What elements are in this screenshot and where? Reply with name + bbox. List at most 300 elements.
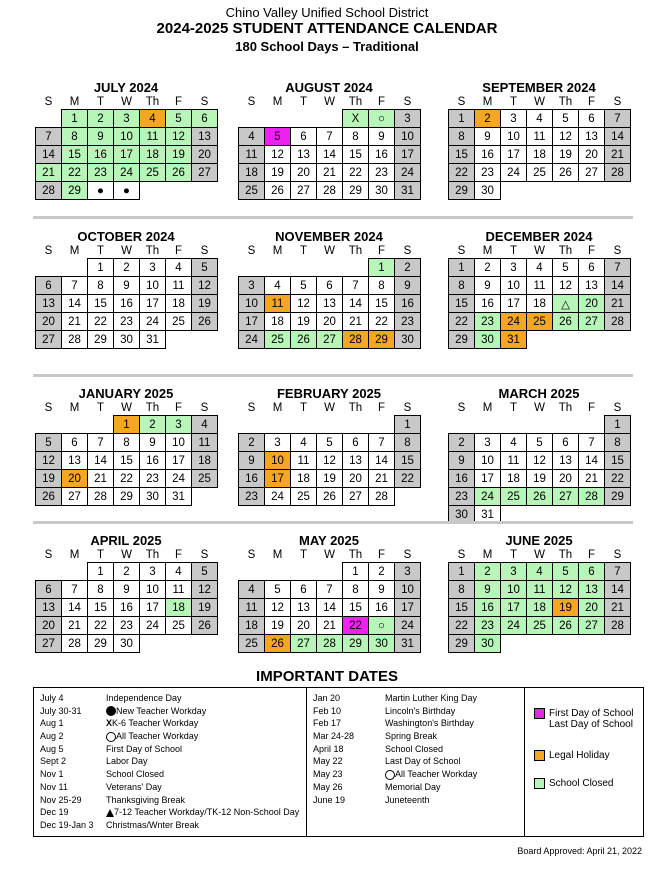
day-cell: 8 (369, 277, 395, 295)
weekday-label: S (403, 402, 412, 414)
day-cell: 13 (291, 599, 317, 617)
day-cell: 16 (369, 146, 395, 164)
important-date-row (40, 755, 299, 768)
day-cell: 2 (475, 259, 501, 277)
divider (524, 688, 525, 836)
day-cell: 2 (395, 259, 421, 277)
important-date-row (40, 819, 299, 832)
month-title: JANUARY 2025 (78, 386, 174, 401)
day-cell: 24 (114, 164, 140, 182)
day-cell: 19 (166, 146, 192, 164)
day-cell: 29 (449, 182, 475, 200)
day-cell: 24 (140, 313, 166, 331)
month-title: MAY 2025 (299, 533, 359, 548)
weekday-label: M (482, 402, 493, 415)
day-cell: 18 (527, 295, 553, 313)
day-cell: 20 (579, 295, 605, 313)
day-cell: 30 (475, 635, 501, 653)
weekday-label: Th (558, 402, 573, 415)
day-cell: 8 (449, 128, 475, 146)
day-cell: 14 (317, 146, 343, 164)
weekday-label: F (174, 96, 183, 108)
legend-first-label: First Day of School (549, 708, 634, 720)
day-cell: 2 (449, 434, 475, 452)
legend-closed (534, 778, 613, 789)
day-cell: 9 (88, 128, 114, 146)
day-cell: 21 (579, 470, 605, 488)
day-cell: 14 (62, 295, 88, 313)
day-cell: 8 (449, 277, 475, 295)
day-cell: 19 (317, 470, 343, 488)
important-date-row (313, 705, 477, 718)
date-label: Aug 1 (40, 718, 64, 729)
empty-cell (265, 110, 291, 128)
empty-cell (579, 635, 605, 653)
empty-cell (501, 416, 527, 434)
day-cell: 27 (62, 488, 88, 506)
day-cell: ● (114, 182, 140, 200)
day-cell: 26 (192, 617, 218, 635)
day-cell: 17 (140, 599, 166, 617)
weekday-label: S (200, 549, 209, 561)
day-cell: 18 (527, 146, 553, 164)
day-cell: 17 (166, 452, 192, 470)
day-cell: 4 (140, 110, 166, 128)
date-label: June 19 (313, 794, 346, 805)
day-cell: 26 (192, 313, 218, 331)
empty-cell (605, 182, 631, 200)
weekday-label: M (482, 245, 493, 257)
empty-cell (140, 182, 166, 200)
day-cell: 16 (449, 470, 475, 488)
day-cell: 7 (317, 128, 343, 146)
day-cell: 29 (88, 331, 114, 349)
day-cell: 3 (475, 434, 501, 452)
month-calendar (33, 533, 219, 653)
important-date-row (313, 794, 477, 807)
empty-cell (317, 259, 343, 277)
day-cell: 22 (369, 313, 395, 331)
weekday-label: W (534, 402, 545, 415)
day-cell: 28 (605, 313, 631, 331)
day-cell: 5 (317, 434, 343, 452)
month-title: DECEMBER 2024 (485, 229, 593, 244)
day-cell: 18 (291, 470, 317, 488)
weekday-label: M (272, 549, 283, 562)
month-calendar (236, 229, 422, 349)
day-cell: 3 (140, 563, 166, 581)
event-label: All Teacher Workday (116, 731, 199, 742)
empty-cell (291, 563, 317, 581)
day-cell: 27 (36, 635, 62, 653)
day-cell: 28 (317, 635, 343, 653)
day-cell: 14 (605, 128, 631, 146)
day-cell: 7 (62, 581, 88, 599)
day-cell: 29 (114, 488, 140, 506)
day-cell: 17 (475, 470, 501, 488)
day-cell: 28 (579, 488, 605, 506)
day-cell: 13 (579, 128, 605, 146)
day-cell: 7 (343, 277, 369, 295)
day-cell: 31 (395, 182, 421, 200)
day-cell: 13 (579, 581, 605, 599)
empty-cell (239, 563, 265, 581)
weekday-label: M (69, 245, 80, 258)
empty-cell (553, 331, 579, 349)
empty-cell (343, 416, 369, 434)
day-cell: 16 (369, 599, 395, 617)
day-cell: 29 (343, 182, 369, 200)
day-cell: 24 (501, 617, 527, 635)
day-cell: 11 (527, 128, 553, 146)
day-cell: 9 (475, 277, 501, 295)
weekday-label: S (200, 96, 209, 108)
event-label: School Closed (385, 743, 444, 754)
day-cell: 1 (395, 416, 421, 434)
day-cell: 12 (265, 599, 291, 617)
day-cell: 4 (239, 128, 265, 146)
day-cell: 25 (527, 313, 553, 331)
day-cell: 30 (114, 635, 140, 653)
weekday-label: S (457, 245, 466, 257)
month-calendar (446, 229, 632, 349)
day-cell: 8 (395, 434, 421, 452)
day-cell: 4 (527, 110, 553, 128)
empty-cell (36, 259, 62, 277)
day-cell: 15 (449, 599, 475, 617)
weekday-label: W (324, 96, 335, 109)
day-cell: 27 (192, 164, 218, 182)
day-cell: 11 (166, 277, 192, 295)
important-date-row (313, 781, 477, 794)
weekday-label: T (96, 245, 105, 257)
important-dates-box (33, 687, 644, 837)
day-cell: 16 (140, 452, 166, 470)
day-cell: 9 (114, 581, 140, 599)
day-cell: 20 (36, 313, 62, 331)
weekday-label: M (69, 549, 80, 562)
legend-holiday-label: Legal Holiday (549, 750, 610, 762)
day-cell: 21 (369, 470, 395, 488)
day-cell: 21 (62, 617, 88, 635)
orange-swatch (534, 750, 545, 761)
day-cell: 13 (579, 277, 605, 295)
important-date-row (40, 743, 299, 756)
weekday-label: F (174, 549, 183, 561)
day-cell: 6 (291, 128, 317, 146)
event-label: Christmas/Wnter Break (106, 819, 200, 830)
day-cell: 24 (475, 488, 501, 506)
month-calendar (236, 533, 422, 653)
important-date-row (40, 705, 299, 718)
legend-closed-label: School Closed (549, 778, 614, 790)
day-cell: 12 (192, 581, 218, 599)
day-cell: 13 (317, 295, 343, 313)
day-cell: 5 (553, 259, 579, 277)
day-cell: 6 (579, 110, 605, 128)
day-cell: 2 (475, 563, 501, 581)
day-cell: 11 (192, 434, 218, 452)
day-cell: 29 (605, 488, 631, 506)
day-cell: 12 (36, 452, 62, 470)
day-cell: 28 (343, 331, 369, 349)
day-cell: 21 (317, 164, 343, 182)
day-cell: 4 (239, 581, 265, 599)
day-cell: 10 (114, 128, 140, 146)
day-cell: 5 (36, 434, 62, 452)
day-cell: 19 (527, 470, 553, 488)
divider (306, 688, 307, 836)
important-date-row (40, 730, 299, 743)
day-cell: 21 (62, 313, 88, 331)
day-cell: 19 (36, 470, 62, 488)
empty-cell (553, 182, 579, 200)
empty-cell (36, 563, 62, 581)
day-cell: 10 (501, 128, 527, 146)
day-cell: 23 (475, 617, 501, 635)
day-cell: 27 (553, 488, 579, 506)
event-label: Lincoln's Birthday (385, 705, 456, 716)
empty-cell (239, 416, 265, 434)
weekday-label: S (200, 245, 209, 257)
weekday-label: S (44, 402, 53, 415)
weekday-label: Th (558, 549, 573, 561)
day-cell: 7 (88, 434, 114, 452)
weekday-label: F (587, 549, 596, 561)
day-cell: ○ (369, 110, 395, 128)
date-label: Nov 25-29 (40, 794, 82, 805)
day-cell: 11 (166, 581, 192, 599)
day-cell: 4 (291, 434, 317, 452)
day-cell: 13 (291, 146, 317, 164)
weekday-label: S (247, 402, 256, 415)
day-cell: 30 (369, 635, 395, 653)
day-cell: 15 (449, 295, 475, 313)
weekday-label: F (587, 245, 596, 257)
day-cell: 29 (369, 331, 395, 349)
day-cell: 31 (475, 506, 501, 524)
day-cell: 20 (579, 599, 605, 617)
day-cell: 5 (527, 434, 553, 452)
day-cell: 29 (88, 635, 114, 653)
day-cell: 6 (579, 259, 605, 277)
empty-cell (579, 331, 605, 349)
event-label: K-6 Teacher Workday (112, 718, 199, 729)
event-label: Washington's Birthday (385, 718, 474, 729)
weekday-label: F (377, 245, 386, 257)
empty-cell (192, 182, 218, 200)
day-cell: 15 (449, 146, 475, 164)
day-cell: 11 (265, 295, 291, 313)
day-cell: 13 (553, 452, 579, 470)
day-cell: 26 (553, 313, 579, 331)
weekday-label: T (299, 402, 308, 415)
day-cell: 23 (114, 313, 140, 331)
day-cell: 30 (475, 182, 501, 200)
day-cell: 22 (605, 470, 631, 488)
day-cell: 19 (291, 313, 317, 331)
date-label: May 22 (313, 756, 343, 767)
day-cell: 24 (395, 617, 421, 635)
day-cell: 9 (449, 452, 475, 470)
day-cell: 12 (553, 581, 579, 599)
dates-column-right (313, 692, 477, 806)
day-cell: 11 (501, 452, 527, 470)
day-cell: 22 (343, 164, 369, 182)
weekday-label: T (509, 402, 518, 415)
day-cell: 8 (343, 128, 369, 146)
day-cell: 26 (291, 331, 317, 349)
day-cell: 21 (317, 617, 343, 635)
empty-cell (36, 416, 62, 434)
empty-cell (317, 416, 343, 434)
day-cell: 27 (291, 182, 317, 200)
day-cell: 16 (475, 599, 501, 617)
weekday-label: Th (145, 245, 160, 257)
day-cell: 6 (62, 434, 88, 452)
weekday-label: T (299, 96, 308, 109)
day-cell: 3 (501, 259, 527, 277)
day-cell: 3 (501, 110, 527, 128)
weekday-label: Th (145, 402, 160, 414)
day-cell: 3 (501, 563, 527, 581)
day-cell: 9 (369, 128, 395, 146)
day-cell: 22 (62, 164, 88, 182)
day-cell: 21 (605, 146, 631, 164)
day-cell: 13 (192, 128, 218, 146)
weekday-label: S (613, 96, 622, 108)
weekday-label: Th (348, 245, 363, 258)
weekday-label: T (509, 549, 518, 561)
day-cell: ○ (369, 617, 395, 635)
day-cell: 3 (166, 416, 192, 434)
day-cell: 10 (140, 277, 166, 295)
empty-cell (88, 416, 114, 434)
day-cell: 4 (166, 563, 192, 581)
day-cell: 10 (166, 434, 192, 452)
day-cell: 15 (343, 599, 369, 617)
day-cell: 18 (239, 617, 265, 635)
empty-cell (36, 110, 62, 128)
weekday-label: S (403, 549, 412, 561)
day-cell: 18 (239, 164, 265, 182)
day-cell: 28 (36, 182, 62, 200)
day-cell: 21 (36, 164, 62, 182)
weekday-label: S (403, 245, 412, 257)
weekday-label: F (587, 96, 596, 108)
day-cell: 25 (501, 488, 527, 506)
empty-cell (527, 331, 553, 349)
empty-cell (239, 110, 265, 128)
event-label: All Teacher Workday (395, 769, 478, 780)
important-date-row (313, 743, 477, 756)
day-cell: 10 (475, 452, 501, 470)
day-cell: 25 (291, 488, 317, 506)
date-label: Aug 2 (40, 731, 64, 742)
day-cell: 12 (553, 277, 579, 295)
day-cell: 1 (343, 563, 369, 581)
month-calendar (236, 386, 422, 506)
day-cell: 28 (369, 488, 395, 506)
empty-cell (192, 488, 218, 506)
empty-cell (527, 182, 553, 200)
day-cell: 1 (449, 110, 475, 128)
event-label: Independence Day (106, 693, 182, 703)
day-cell: 22 (395, 470, 421, 488)
weekday-label: Th (558, 245, 573, 257)
day-cell: 2 (114, 259, 140, 277)
day-cell: 13 (62, 452, 88, 470)
day-cell: 4 (527, 259, 553, 277)
day-cell: 28 (62, 331, 88, 349)
day-cell: 12 (291, 295, 317, 313)
day-cell: 12 (317, 452, 343, 470)
day-cell: 15 (369, 295, 395, 313)
day-cell: 8 (343, 581, 369, 599)
weekday-label: W (534, 549, 545, 561)
weekday-label: S (200, 402, 209, 414)
weekday-label: W (324, 245, 335, 258)
day-cell: 15 (605, 452, 631, 470)
empty-cell (317, 563, 343, 581)
month-calendar (33, 386, 219, 506)
day-cell: 5 (265, 581, 291, 599)
day-cell: 30 (369, 182, 395, 200)
day-cell: 4 (501, 434, 527, 452)
day-cell: 20 (291, 617, 317, 635)
day-cell: 14 (343, 295, 369, 313)
weekday-label: S (247, 549, 256, 562)
day-cell: 26 (265, 182, 291, 200)
empty-cell (553, 416, 579, 434)
empty-cell (579, 182, 605, 200)
day-cell: 14 (605, 581, 631, 599)
day-cell: 20 (553, 470, 579, 488)
day-cell: 9 (395, 277, 421, 295)
day-cell: 3 (239, 277, 265, 295)
date-label: Feb 17 (313, 718, 342, 729)
day-cell: 29 (449, 331, 475, 349)
day-cell: 16 (239, 470, 265, 488)
month-calendar (446, 386, 632, 524)
day-cell: 8 (605, 434, 631, 452)
weekday-label: M (482, 96, 493, 108)
date-label: July 30-31 (40, 705, 82, 716)
weekday-label: S (44, 245, 53, 258)
weekday-label: W (324, 549, 335, 562)
day-cell: 30 (475, 331, 501, 349)
weekday-label: F (377, 402, 386, 415)
empty-cell (291, 110, 317, 128)
day-cell: 24 (140, 617, 166, 635)
day-cell: 9 (140, 434, 166, 452)
day-cell: 27 (579, 617, 605, 635)
day-cell: 1 (88, 563, 114, 581)
day-cell: 23 (395, 313, 421, 331)
day-cell: 11 (239, 146, 265, 164)
legend-last-label: Last Day of School (549, 719, 633, 731)
month-title: APRIL 2025 (90, 533, 162, 548)
day-cell: 5 (553, 110, 579, 128)
weekday-label: S (613, 245, 622, 257)
day-cell: 26 (527, 488, 553, 506)
empty-cell (166, 182, 192, 200)
day-cell: 7 (36, 128, 62, 146)
circle-icon (106, 732, 116, 742)
day-cell: 28 (317, 182, 343, 200)
empty-cell (239, 259, 265, 277)
day-cell: 2 (114, 563, 140, 581)
